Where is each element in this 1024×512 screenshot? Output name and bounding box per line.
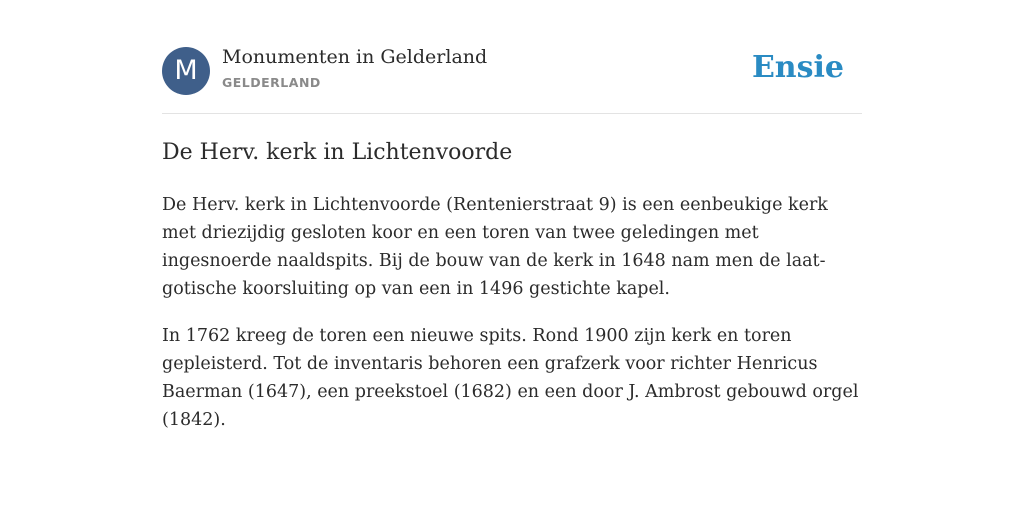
article-paragraph: De Herv. kerk in Lichtenvoorde (Rentenierstraat 9) is een eenbeukige kerk met driezijdig gesloten koor en een toren van twee geledingen met ingesnoerde naaldspits. Bij de bouw van de kerk in 1648 nam men de laat-gotische koorsluiting op van een in 1496 gestichte kapel.	[162, 195, 828, 299]
site-category-link[interactable]: GELDERLAND	[222, 75, 321, 90]
avatar[interactable]: M	[162, 47, 210, 95]
header	[162, 40, 862, 114]
site-name-link[interactable]: Monumenten in Gelderland	[222, 46, 488, 68]
brand-logo[interactable]: Ensie	[751, 50, 844, 85]
article-paragraph: In 1762 kreeg de toren een nieuwe spits. Rond 1900 zijn kerk en toren gepleisterd. Tot de inventaris behoren een grafzerk voor richter Henricus Baerman (1647), een preekstoel (1682) en een door J. Ambrost gebouwd orgel (1842).	[162, 326, 859, 430]
article-card	[162, 40, 862, 434]
page-title: De Herv. kerk in Lichtenvoorde	[162, 140, 513, 165]
